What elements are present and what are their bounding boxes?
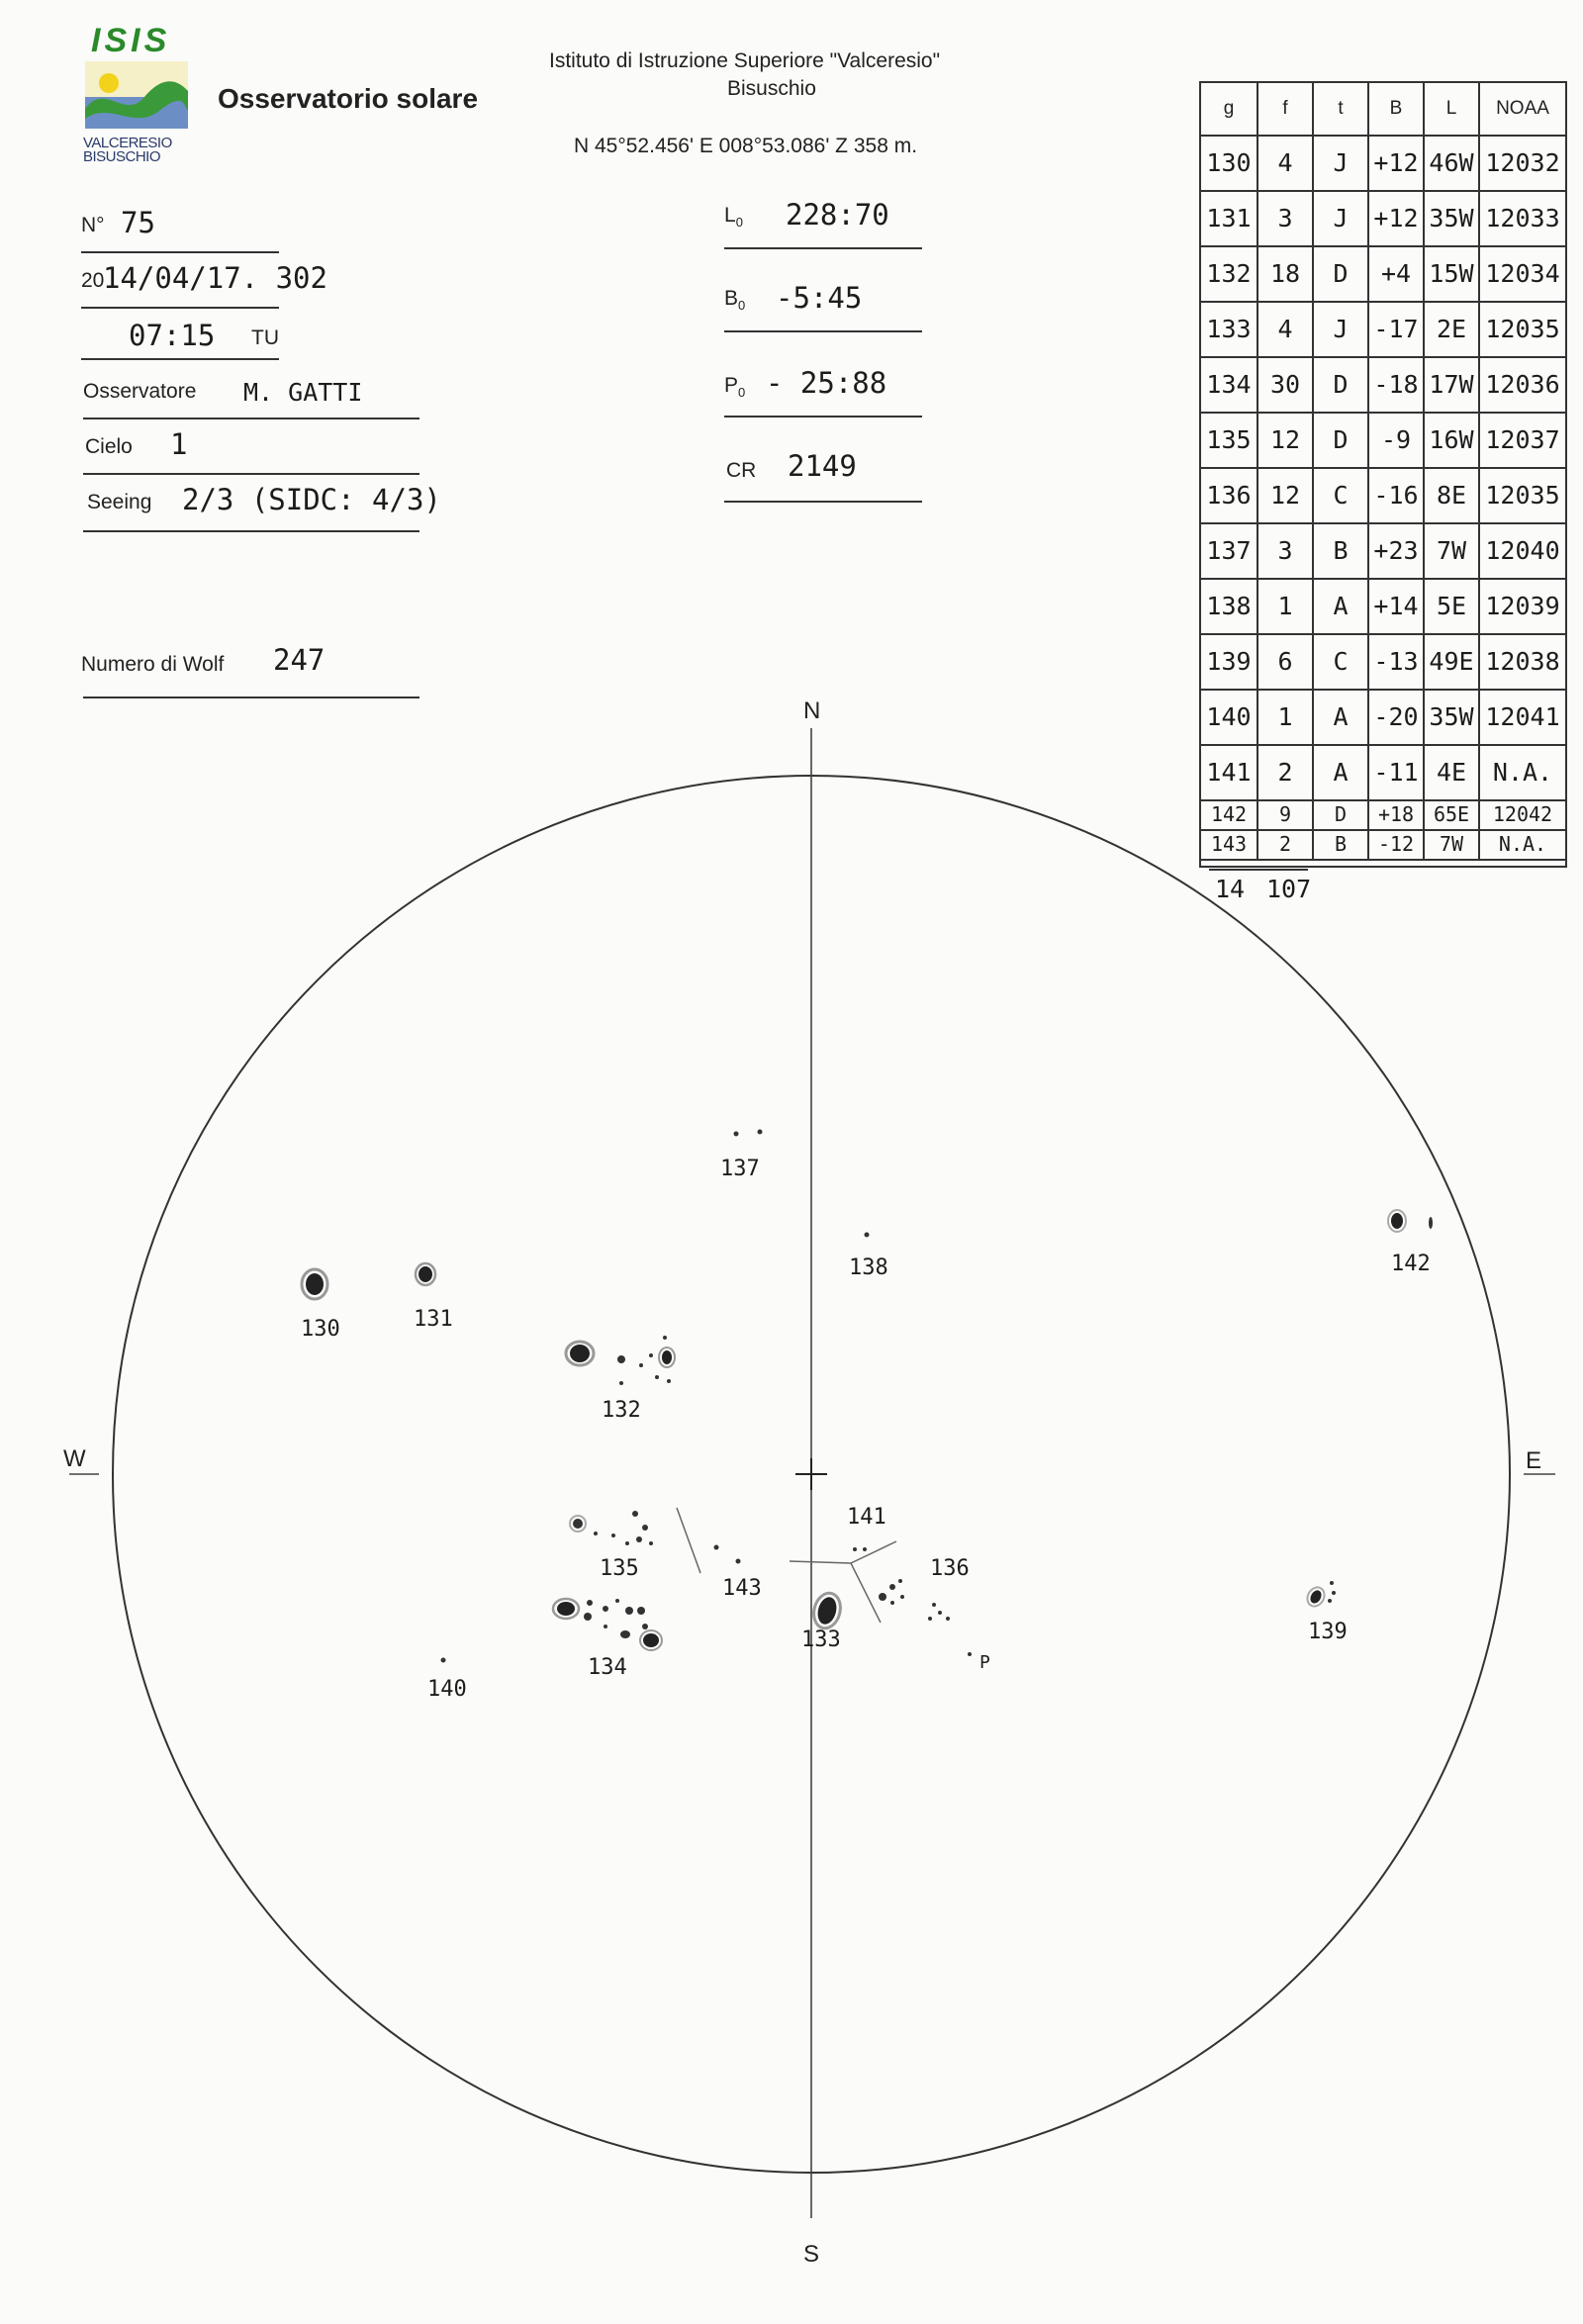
table-cell: -11 bbox=[1367, 744, 1423, 799]
table-cell: 2E bbox=[1423, 301, 1478, 356]
table-cell: 4 bbox=[1257, 135, 1312, 190]
table-cell: 4E bbox=[1423, 744, 1478, 799]
table-cell: +12 bbox=[1367, 135, 1423, 190]
group-label-140: 140 bbox=[427, 1677, 467, 1702]
table-cell: J bbox=[1312, 135, 1367, 190]
table-cell: 7W bbox=[1423, 522, 1478, 578]
sunspot-group-136 bbox=[879, 1579, 950, 1621]
group-label-135: 135 bbox=[600, 1556, 639, 1581]
sunspot-group-135 bbox=[570, 1511, 653, 1545]
group-label-136: 136 bbox=[930, 1556, 970, 1581]
west-label: W bbox=[63, 1445, 86, 1472]
sunspot-group-137 bbox=[734, 1130, 763, 1137]
table-cell: 15W bbox=[1423, 245, 1478, 301]
group-separator bbox=[851, 1563, 881, 1623]
table-cell: C bbox=[1312, 467, 1367, 522]
table-cell: 142 bbox=[1210, 802, 1248, 826]
table-cell: 143 bbox=[1210, 832, 1248, 856]
table-cell: N.A. bbox=[1478, 744, 1565, 799]
p-mark-dot bbox=[968, 1652, 972, 1656]
table-cell: 132 bbox=[1206, 258, 1252, 288]
table-cell: g bbox=[1223, 98, 1235, 119]
group-label-131: 131 bbox=[414, 1307, 453, 1332]
table-cell: -13 bbox=[1367, 633, 1423, 689]
table-cell: 12037 bbox=[1478, 412, 1565, 467]
table-cell: 135 bbox=[1206, 424, 1252, 454]
table-cell: 2 bbox=[1257, 829, 1312, 859]
p0-value: - 25:88 bbox=[766, 366, 887, 400]
date-value: 14/04/17. 302 bbox=[103, 261, 327, 295]
table-cell: 138 bbox=[1206, 591, 1252, 620]
table-cell: D bbox=[1312, 412, 1367, 467]
page-title: Osservatorio solare bbox=[218, 83, 479, 114]
total-groups: 14 bbox=[1215, 875, 1246, 903]
east-label: E bbox=[1526, 1447, 1542, 1474]
observatory-coordinates: N 45°52.456' E 008°53.086' Z 358 m. bbox=[574, 135, 918, 157]
sunspot-group-130 bbox=[302, 1269, 327, 1299]
table-cell: 133 bbox=[1206, 314, 1252, 343]
table-cell: 12 bbox=[1257, 412, 1312, 467]
table-cell: +18 bbox=[1367, 799, 1423, 829]
table-cell: D bbox=[1312, 356, 1367, 412]
table-cell: 137 bbox=[1206, 535, 1252, 565]
table-cell: 30 bbox=[1257, 356, 1312, 412]
l0-value: 228:70 bbox=[786, 198, 889, 232]
group-label-138: 138 bbox=[849, 1255, 888, 1280]
sunspot-group-133 bbox=[810, 1590, 844, 1631]
table-cell: -17 bbox=[1367, 301, 1423, 356]
number-label: N° bbox=[81, 214, 105, 236]
group-separator bbox=[851, 1541, 896, 1563]
b0-label: $B_0$ bbox=[724, 287, 746, 314]
table-cell: J bbox=[1312, 190, 1367, 245]
table-cell: 65E bbox=[1423, 799, 1478, 829]
table-cell: 35W bbox=[1423, 190, 1478, 245]
l0-label: $L_0$ bbox=[724, 204, 743, 231]
group-label-142: 142 bbox=[1391, 1252, 1431, 1276]
table-cell: 139 bbox=[1206, 646, 1252, 676]
table-cell: 12035 bbox=[1478, 301, 1565, 356]
date-prefix: 20 bbox=[81, 269, 105, 292]
sunspot-group-143 bbox=[714, 1545, 741, 1564]
time-unit: TU bbox=[251, 326, 279, 349]
table-cell: +23 bbox=[1367, 522, 1423, 578]
table-cell: +14 bbox=[1367, 578, 1423, 633]
table-cell: +4 bbox=[1367, 245, 1423, 301]
group-label-132: 132 bbox=[602, 1398, 641, 1423]
table-cell: 12034 bbox=[1478, 245, 1565, 301]
cr-value: 2149 bbox=[788, 449, 857, 483]
table-cell: 130 bbox=[1206, 147, 1252, 177]
group-label-143: 143 bbox=[722, 1576, 762, 1601]
table-cell: 5E bbox=[1423, 578, 1478, 633]
table-cell: -18 bbox=[1367, 356, 1423, 412]
table-cell: B bbox=[1312, 829, 1367, 859]
table-cell: -20 bbox=[1367, 689, 1423, 744]
table-cell: 140 bbox=[1206, 701, 1252, 731]
wolf-number-label: Numero di Wolf bbox=[81, 653, 225, 676]
table-cell: L bbox=[1423, 83, 1478, 135]
table-cell: 2 bbox=[1257, 744, 1312, 799]
table-cell: t bbox=[1312, 83, 1367, 135]
total-spots: 107 bbox=[1266, 875, 1312, 903]
table-cell: 7W bbox=[1423, 829, 1478, 859]
table-cell: 136 bbox=[1206, 480, 1252, 510]
table-cell: f bbox=[1257, 83, 1312, 135]
table-cell: 141 bbox=[1206, 757, 1252, 787]
table-cell: 3 bbox=[1257, 190, 1312, 245]
group-separator bbox=[790, 1561, 851, 1563]
table-cell: -9 bbox=[1367, 412, 1423, 467]
wolf-number-value: 247 bbox=[273, 643, 326, 677]
logo-subtitle-2: BISUSCHIO bbox=[83, 148, 161, 165]
group-label-130: 130 bbox=[301, 1317, 340, 1342]
table-cell: NOAA bbox=[1478, 83, 1565, 135]
group-label-141: 141 bbox=[847, 1505, 886, 1530]
table-cell: 12039 bbox=[1478, 578, 1565, 633]
table-cell: 9 bbox=[1257, 799, 1312, 829]
table-cell: 134 bbox=[1206, 369, 1252, 399]
table-cell: 131 bbox=[1206, 203, 1252, 232]
table-cell: N.A. bbox=[1478, 829, 1565, 859]
table-cell: D bbox=[1312, 799, 1367, 829]
sunspot-group-134 bbox=[553, 1599, 662, 1650]
table-cell: J bbox=[1312, 301, 1367, 356]
table-cell: 35W bbox=[1423, 689, 1478, 744]
p0-label: $P_0$ bbox=[724, 374, 746, 401]
group-label-133: 133 bbox=[801, 1627, 841, 1652]
table-cell: 6 bbox=[1257, 633, 1312, 689]
table-cell: -12 bbox=[1367, 829, 1423, 859]
table-cell: 12042 bbox=[1478, 799, 1565, 829]
sunspot-group-131 bbox=[416, 1263, 435, 1285]
institute-town: Bisuschio bbox=[727, 77, 816, 100]
table-cell: B bbox=[1367, 83, 1423, 135]
table-cell: -16 bbox=[1367, 467, 1423, 522]
table-cell: 8E bbox=[1423, 467, 1478, 522]
table-cell: 1 bbox=[1257, 689, 1312, 744]
table-cell: A bbox=[1312, 689, 1367, 744]
table-cell: 4 bbox=[1257, 301, 1312, 356]
group-label-134: 134 bbox=[588, 1655, 627, 1680]
sunspot-group-132 bbox=[566, 1336, 675, 1385]
table-cell: A bbox=[1312, 744, 1367, 799]
sunspot-group-139 bbox=[1304, 1581, 1336, 1610]
group-label-139: 139 bbox=[1308, 1620, 1348, 1644]
table-cell: 17W bbox=[1423, 356, 1478, 412]
group-label-137: 137 bbox=[720, 1157, 760, 1181]
table-cell: +12 bbox=[1367, 190, 1423, 245]
table-cell: 12032 bbox=[1478, 135, 1565, 190]
logo-text: ISIS bbox=[91, 22, 171, 59]
table-cell: 12033 bbox=[1478, 190, 1565, 245]
p-mark-label: P bbox=[979, 1652, 990, 1673]
south-label: S bbox=[803, 2241, 820, 2268]
logo-subtitle-1: VALCERESIO bbox=[83, 135, 172, 151]
number-value: 75 bbox=[121, 206, 155, 239]
sky-value: 1 bbox=[170, 427, 188, 461]
seeing-label: Seeing bbox=[87, 491, 152, 513]
table-cell: A bbox=[1312, 578, 1367, 633]
sunspot-group-138 bbox=[865, 1233, 870, 1238]
table-cell: 49E bbox=[1423, 633, 1478, 689]
table-cell: C bbox=[1312, 633, 1367, 689]
table-cell: 12036 bbox=[1478, 356, 1565, 412]
table-cell: 18 bbox=[1257, 245, 1312, 301]
sky-label: Cielo bbox=[85, 435, 133, 458]
table-cell: B bbox=[1312, 522, 1367, 578]
table-cell: 12035 bbox=[1478, 467, 1565, 522]
table-cell: 12038 bbox=[1478, 633, 1565, 689]
table-cell: 12 bbox=[1257, 467, 1312, 522]
table-cell: 12041 bbox=[1478, 689, 1565, 744]
table-cell: 16W bbox=[1423, 412, 1478, 467]
observer-value: M. GATTI bbox=[243, 378, 363, 407]
institute-name: Istituto di Istruzione Superiore "Valceresio" bbox=[549, 49, 941, 72]
time-value: 07:15 bbox=[129, 319, 216, 352]
table-cell: 12040 bbox=[1478, 522, 1565, 578]
sunspot-group-142 bbox=[1388, 1210, 1433, 1232]
seeing-value: 2/3 (SIDC: 4/3) bbox=[182, 483, 441, 516]
north-label: N bbox=[803, 697, 821, 724]
table-cell: 46W bbox=[1423, 135, 1478, 190]
cr-label: CR bbox=[726, 459, 757, 482]
group-separator bbox=[677, 1508, 700, 1573]
b0-value: -5:45 bbox=[776, 281, 863, 315]
sunspot-group-140 bbox=[441, 1658, 446, 1663]
sunspot-group-141 bbox=[853, 1547, 867, 1551]
table-cell: D bbox=[1312, 245, 1367, 301]
observer-label: Osservatore bbox=[83, 380, 197, 403]
table-cell: 1 bbox=[1257, 578, 1312, 633]
table-cell: 3 bbox=[1257, 522, 1312, 578]
